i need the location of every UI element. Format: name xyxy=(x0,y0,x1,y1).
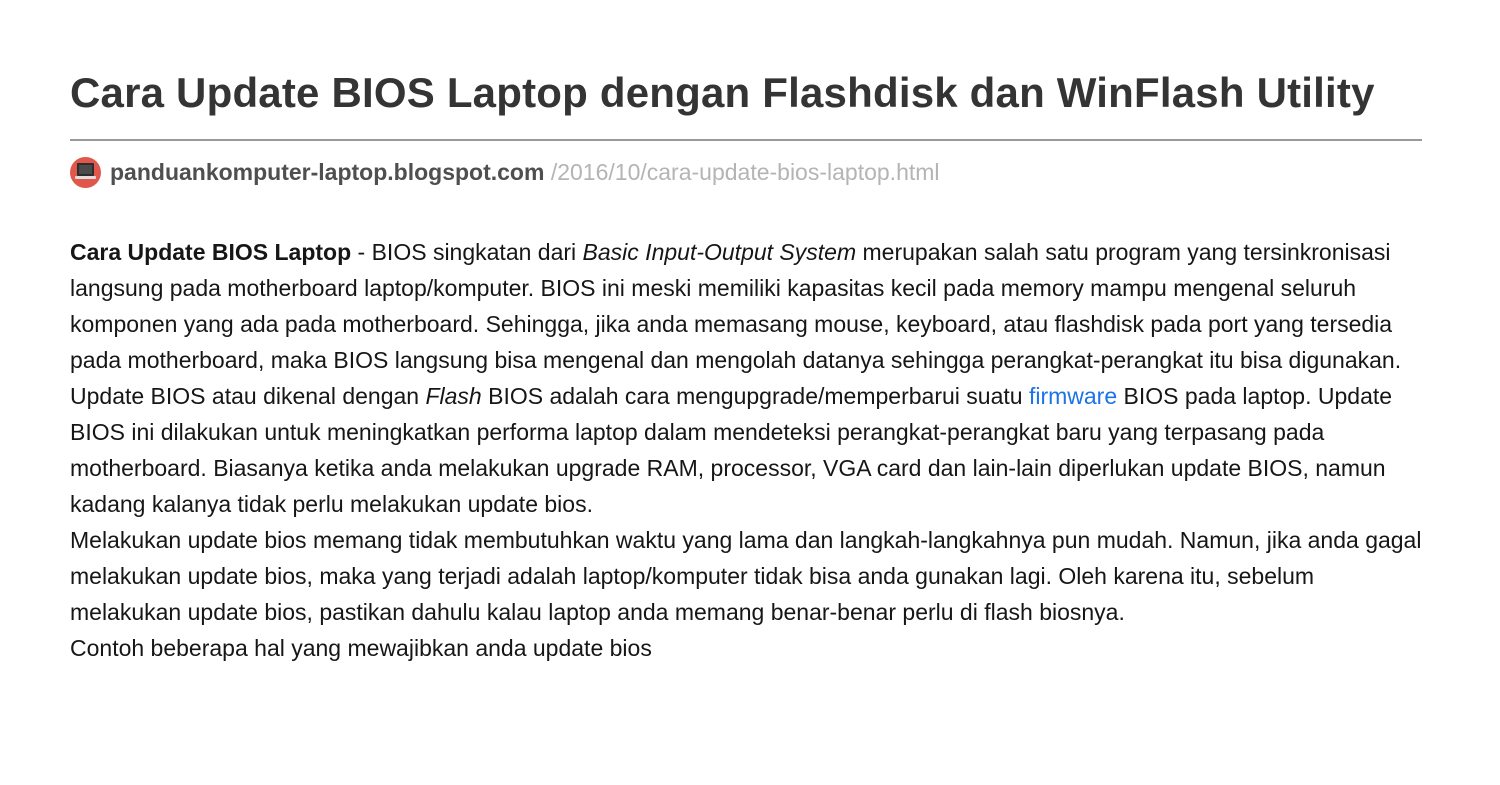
site-favicon xyxy=(70,157,101,188)
page-title: Cara Update BIOS Laptop dengan Flashdisk dan WinFlash Utility xyxy=(70,69,1375,116)
text-segment: Update BIOS atau dikenal dengan xyxy=(70,383,426,409)
text-segment: - BIOS singkatan dari xyxy=(351,239,583,265)
paragraph xyxy=(70,522,1422,630)
firmware-link[interactable]: firmware xyxy=(1028,383,1118,409)
text-segment: Flash xyxy=(425,383,482,409)
text-segment: Melakukan update bios memang tidak membutuhkan waktu yang lama dan langkah-langkahnya pun mudah. Namun, jika anda gagal melakukan update bios, maka yang terjadi adalah laptop/komputer tidak bisa anda gunakan lagi. Oleh karena itu, sebelum melakukan update bios, pastikan dahulu kalau laptop anda memang benar-benar perlu di flash biosnya. xyxy=(70,527,1422,625)
source-line xyxy=(70,156,1430,188)
laptop-icon xyxy=(77,163,94,176)
text-segment: Contoh beberapa hal yang mewajibkan anda update bios xyxy=(70,635,652,661)
source-domain: panduankomputer-laptop.blogspot.com xyxy=(110,158,545,185)
text-segment: merupakan salah satu program yang tersinkronisasi langsung pada motherboard laptop/komputer. BIOS ini meski memiliki kapasitas kecil pada memory mampu mengenal seluruh komponen yang ada pada motherboard. Sehingga, jika anda memasang mouse, keyboard, atau flashdisk pada port yang tersedia pada motherboard, maka BIOS langsung bisa mengenal dan mengolah datanya sehingga perangkat-perangkat itu bisa digunakan. xyxy=(70,239,1402,373)
text-segment: BIOS pada laptop. Update BIOS ini dilakukan untuk meningkatkan performa laptop dalam mendeteksi perangkat-perangkat baru yang terpasang pada motherboard. Biasanya ketika anda melakukan upgrade RAM, processor, VGA card dan lain-lain diperlukan update BIOS, namun kadang kalanya tidak perlu melakukan update bios. xyxy=(70,383,1393,517)
source-path: /2016/10/cara-update-bios-laptop.html xyxy=(544,158,940,185)
laptop-base-icon xyxy=(75,176,96,179)
text-segment: BIOS adalah cara mengupgrade/memperbarui suatu xyxy=(481,383,1029,409)
article-body xyxy=(70,234,1422,666)
paragraph xyxy=(70,630,1422,666)
paragraph xyxy=(70,234,1422,378)
paragraph xyxy=(70,378,1422,522)
text-segment: Cara Update BIOS Laptop xyxy=(70,239,352,265)
title-divider xyxy=(70,139,1422,141)
text-segment: Basic Input-Output System xyxy=(582,239,857,265)
